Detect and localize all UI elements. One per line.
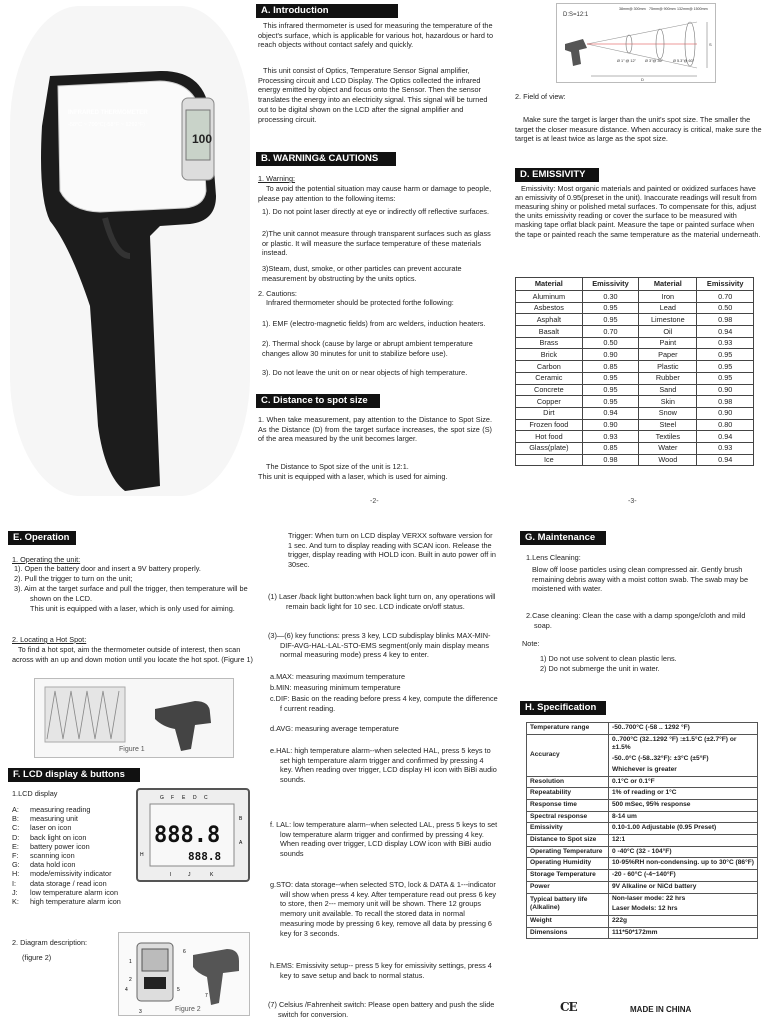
lcd-legend-label: high temperature alarm icon	[30, 897, 121, 907]
lcd-legend-item	[12, 823, 140, 832]
key-functions-text: (3)—(6) key functions: press 3 key, LCD subdisplay blinks MAX-MIN-DIF-AVG-HAL-LAL-STO-EMS segment(only main display means normal measuring mode) press 4 key to enter.	[268, 631, 491, 660]
spec-row	[527, 823, 758, 835]
intro-paragraph-2: This unit consist of Optics, Temperature Sensor Signal amplifier, Processing circuit and LCD Display. The Optics collected the infrared energy emitted by object and focus onto the Sensor. Then the sensor translates the energy into an electricity signal. This signal will be turned out to be digital shown on the LCD after the signal amplifier and processing circuit.	[258, 66, 488, 124]
warning-item-1: 1). Do not point laser directly at eye or indirectly off reflective surfaces.	[262, 207, 489, 216]
spec-key: Accuracy	[527, 734, 609, 776]
lcd-letter-b: B	[239, 816, 243, 822]
spec-key: Emissivity	[527, 823, 609, 835]
key-avg: d.AVG: measuring average temperature	[270, 724, 399, 733]
lcd-legend-item	[12, 897, 140, 906]
fig2-num-1: 1	[129, 959, 132, 965]
caution-item-2: 2). Thermal shock (cause by large or abrupt ambient temperature changes allow 30 minutes for unit to stabilize before use).	[262, 339, 473, 358]
spec-key: Spectral response	[527, 811, 609, 823]
emissivity-row	[516, 372, 754, 384]
emissivity-cell: 0.90	[582, 419, 639, 431]
lcd-legend-key: B:	[12, 814, 19, 824]
lcd-letter-d: D	[193, 795, 197, 801]
lcd-legend-label: back light on icon	[30, 832, 87, 842]
spec-value	[609, 776, 758, 788]
warning-item-2: 2)The unit cannot measure through transparent surfaces such as glass or plastic. It will measure the surface temperature of these materials instead.	[262, 229, 491, 258]
emissivity-text: Emissivity: Most organic materials and painted or oxidized surfaces have an emissivity of 0.95(preset in the unit). Inaccurate readings will result from measuring shiny or polished metal surfaces. To compensate for this, adjust the units emissivity reading or cover the surface to be measured with masking tape orflat black paint. Measure the tape or painted surface when the tape or painted reach the same temperature as the material underneath.	[515, 184, 761, 239]
spec-key: Distance to Spot size	[527, 835, 609, 847]
lcd-legend-key: D:	[12, 832, 20, 842]
note-heading: Note:	[522, 639, 540, 648]
maintenance-heading: G. Maintenance	[520, 531, 606, 545]
lcd-legend-item	[12, 879, 140, 888]
operation-item-1: 1). Open the battery door and insert a 9V battery properly.	[14, 564, 201, 573]
emissivity-cell: Brass	[516, 337, 583, 349]
lcd-legend-item	[12, 888, 140, 897]
emissivity-row	[516, 302, 754, 314]
emissivity-cell: Snow	[639, 407, 697, 419]
spec-row	[527, 723, 758, 735]
photo-label-line2: -58°C ~ 700°C(-58°F ~ 1292°F)	[68, 122, 145, 128]
caution-item-3: 3). Do not leave the unit on or near objects of high temperature.	[262, 368, 468, 377]
photo-label-line1: INFRARED THERMOMETER	[68, 110, 148, 116]
lcd-legend-list	[12, 805, 140, 906]
fov-bottom-label-1: Ø 1" @ 12"	[617, 59, 637, 63]
fov-s-label: S	[709, 42, 712, 47]
spec-value-line: Non-laser mode: 22 hrs	[612, 894, 686, 902]
spec-key: Typical battery life (Alkaline)	[527, 893, 609, 915]
spec-key: Weight	[527, 915, 609, 927]
spec-value	[609, 858, 758, 870]
lcd-legend-label: measuring reading	[30, 805, 91, 814]
lcd-legend-key: C:	[12, 823, 20, 833]
note-item-1: 1) Do not use solvent to clean plastic lens.	[540, 654, 677, 663]
key-sto: g.STO: data storage--when selected STO, lock & DATA & 1---indicator will show when press 4 key. After temperature read out press 6 key to store, then 2--- memory unit will be shown. There 12 groups memory unit available. To recall the stored data in normal measuring mode by pressing 6 key, remove all data by pressing 6 key for 3 seconds.	[270, 880, 497, 938]
spec-value	[609, 799, 758, 811]
emissivity-cell: 0.50	[582, 337, 639, 349]
spec-value-line: 12:1	[612, 836, 626, 844]
emissivity-cell: Lead	[639, 302, 697, 314]
operation-heading: E. Operation	[8, 531, 76, 545]
case-cleaning-text: 2.Case cleaning: Clean the case with a damp sponge/cloth and mild soap.	[526, 611, 746, 630]
emissivity-table	[515, 277, 754, 466]
spec-key: Operating Humidity	[527, 858, 609, 870]
emissivity-row	[516, 349, 754, 361]
spec-value-line: -20 - 60°C (-4~140°F)	[612, 871, 676, 879]
emissivity-cell: 0.93	[697, 442, 754, 454]
spec-value-line: 10-95%RH non-condensing. up to 30°C (86°F)	[612, 859, 754, 867]
spec-row	[527, 734, 758, 776]
lcd-legend-key: A:	[12, 805, 19, 814]
emissivity-cell: 0.95	[697, 372, 754, 384]
lens-cleaning-heading: 1.Lens Cleaning:	[526, 553, 581, 562]
lcd-sub-digits: 888.8	[188, 850, 222, 863]
operation-item-3: 3). Aim at the target surface and pull the trigger, then temperature will be shown on the LCD.	[14, 584, 248, 603]
key-lal: f. LAL: low temperature alarm--when selected LAL, press 5 keys to set low temperature alarm trigger and confirmed by pressing 4 key. When reading over trigger, LCD display LOW icon with BiBi audio sounds	[270, 820, 498, 859]
spec-row	[527, 870, 758, 882]
fov-top-label-1: 38mm@ 300mm	[619, 7, 646, 11]
emissivity-cell: Frozen food	[516, 419, 583, 431]
emissivity-cell: Water	[639, 442, 697, 454]
spec-value	[609, 915, 758, 927]
emissivity-row	[516, 431, 754, 443]
operation-subheading-1: 1. Operating the unit:	[12, 555, 81, 564]
emissivity-cell: 0.90	[697, 407, 754, 419]
lcd-letter-a: A	[239, 840, 243, 846]
emissivity-cell: Brick	[516, 349, 583, 361]
lcd-diagram	[136, 788, 250, 882]
emissivity-cell: 0.98	[582, 454, 639, 466]
emissivity-cell: Paint	[639, 337, 697, 349]
lcd-letter-h: H	[140, 852, 144, 858]
emissivity-cell: Asbestos	[516, 302, 583, 314]
emissivity-cell: 0.90	[697, 384, 754, 396]
figure-1-caption: Figure 1	[119, 746, 145, 753]
spec-row	[527, 788, 758, 800]
emissivity-cell: Oil	[639, 326, 697, 338]
spot-paragraph-3: This unit is equipped with a laser, which is used for aiming.	[258, 472, 448, 481]
operation-item-4: This unit is equipped with a laser, which is only used for aiming.	[30, 604, 235, 613]
lcd-legend-key: J:	[12, 887, 18, 897]
emissivity-row	[516, 442, 754, 454]
specification-table-body	[527, 723, 758, 939]
emissivity-row	[516, 396, 754, 408]
emissivity-cell: 0.90	[582, 349, 639, 361]
spec-value	[609, 734, 758, 776]
emissivity-cell: 0.95	[697, 361, 754, 373]
emissivity-cell: Iron	[639, 291, 697, 303]
product-photo-panel	[10, 6, 250, 496]
emissivity-cell: Ceramic	[516, 372, 583, 384]
key-hal: e.HAL: high temperature alarm--when selected HAL, press 5 keys to set high temperature alarm trigger and confirmed by pressing 4 key. When reading over trigger, LCD display HI icon with BiBi audio sounds.	[270, 746, 497, 785]
spot-heading: C. Distance to spot size	[256, 394, 380, 408]
emissivity-cell: 0.30	[582, 291, 639, 303]
lcd-legend-key: G:	[12, 860, 20, 870]
figure-1	[34, 678, 234, 758]
spec-value	[609, 811, 758, 823]
fig2-num-6: 6	[183, 949, 186, 955]
intro-heading: A. Introduction	[256, 4, 398, 18]
spec-value-line: 0..700°C (32..1292 °F) :±1.5°C (±2.7°F) or ±1.5%	[612, 735, 737, 752]
lcd-legend-label: mode/emissivity indicator	[30, 869, 112, 879]
lcd-diagram-svg	[138, 790, 248, 880]
spec-value-line: 0.1°C or 0.1°F	[612, 777, 655, 785]
lcd-legend-label: laser on icon	[30, 823, 72, 833]
spec-value-line: 500 mSec, 95% response	[612, 800, 691, 808]
emissivity-cell: 0.95	[582, 396, 639, 408]
key-ems: h.EMS: Emissivity setup-- press 5 key for emissivity settings, press 4 key to save setup and back to normal status.	[270, 961, 492, 980]
emissivity-row	[516, 326, 754, 338]
intro-paragraph-1: This infrared thermometer is used for measuring the temperature of the object's surface, which is applicable for various hot, hazardous or hard to reach objects without contact safely and quickly.	[258, 21, 494, 50]
spec-value-line: 8-14 um	[612, 812, 637, 820]
fig2-num-4: 4	[125, 987, 128, 993]
fig2-num-5: 5	[177, 987, 180, 993]
emissivity-col-header: Material	[639, 278, 697, 291]
lcd-legend-item	[12, 851, 140, 860]
fig2-num-2: 2	[129, 977, 132, 983]
emissivity-row	[516, 337, 754, 349]
spec-row	[527, 835, 758, 847]
emissivity-cell: 0.50	[697, 302, 754, 314]
emissivity-table-body	[516, 291, 754, 466]
lcd-legend-label: low temperature alarm icon	[30, 887, 119, 897]
emissivity-cell: 0.85	[582, 442, 639, 454]
fov-svg	[557, 4, 717, 84]
spec-key: Repeatability	[527, 788, 609, 800]
spec-key: Storage Temperature	[527, 870, 609, 882]
fov-top-label-3: 132mm@ 1500mm	[677, 7, 708, 11]
emissivity-cell: Aluminum	[516, 291, 583, 303]
fov-ds-ratio: D:S=12:1	[563, 12, 589, 18]
spec-value-line: 0 -40°C (32 - 104°F)	[612, 847, 672, 855]
spec-value-line: Whichever is greater	[612, 765, 677, 773]
lcd-legend-item	[12, 860, 140, 869]
warning-heading: B. WARNING& CAUTIONS	[256, 152, 396, 166]
lcd-legend-label: data hold icon	[30, 860, 76, 870]
figure-2	[118, 932, 250, 1016]
spec-value	[609, 846, 758, 858]
lcd-legend-key: I:	[12, 878, 17, 888]
spec-key: Temperature range	[527, 723, 609, 735]
emissivity-cell: 0.95	[582, 384, 639, 396]
emissivity-cell: Limestone	[639, 314, 697, 326]
emissivity-cell: Paper	[639, 349, 697, 361]
key-max: a.MAX: measuring maximum temperature	[270, 672, 406, 681]
emissivity-heading: D. EMISSIVITY	[515, 168, 599, 182]
emissivity-cell: 0.98	[697, 396, 754, 408]
emissivity-row	[516, 419, 754, 431]
lcd-subheading: 1.LCD display	[12, 789, 58, 798]
spec-row	[527, 927, 758, 939]
lcd-legend-item	[12, 869, 140, 878]
emissivity-col-header: Emissivity	[697, 278, 754, 291]
spec-value	[609, 870, 758, 882]
lcd-letter-e: E	[182, 795, 186, 801]
emissivity-row	[516, 291, 754, 303]
emissivity-cell: 0.85	[582, 361, 639, 373]
lcd-legend-key: K:	[12, 897, 19, 907]
emissivity-cell: 0.95	[582, 372, 639, 384]
lcd-legend-item	[12, 814, 140, 823]
emissivity-cell: Hot food	[516, 431, 583, 443]
spec-value	[609, 835, 758, 847]
spec-key: Power	[527, 881, 609, 893]
spec-value-line: 111*50*172mm	[612, 928, 658, 936]
emissivity-cell: Copper	[516, 396, 583, 408]
lcd-legend-label: data storage / read icon	[30, 878, 107, 888]
spot-paragraph-2: The Distance to Spot size of the unit is 12:1.	[266, 462, 409, 471]
emissivity-row	[516, 407, 754, 419]
emissivity-cell: Asphalt	[516, 314, 583, 326]
warning-subheading: 1. Warning:	[258, 174, 296, 183]
page-number-2: -2-	[370, 498, 379, 505]
emissivity-cell: Sand	[639, 384, 697, 396]
emissivity-cell: 0.94	[697, 326, 754, 338]
lens-cleaning-text: Blow off loose particles using clean compressed air. Gently brush remaining debris away with a moist cotton swab. The swab may be moistened with water.	[532, 565, 749, 594]
emissivity-row	[516, 314, 754, 326]
photo-display-digits: 100	[192, 132, 213, 146]
spec-value-line: -50..0°C (-58..32°F): ±3°C (±5°F)	[612, 755, 709, 763]
thermometer-photo	[10, 6, 250, 496]
fov-bottom-label-3: Ø 5.3"@ 60"	[673, 59, 695, 63]
emissivity-cell: 0.94	[697, 454, 754, 466]
emissivity-cell: Rubber	[639, 372, 697, 384]
emissivity-header-row	[516, 278, 754, 291]
emissivity-col-header: Emissivity	[582, 278, 639, 291]
key-dif: c.DIF: Basic on the reading before press 4 key, compute the difference f current reading.	[270, 694, 498, 713]
caution-item-1: 1). EMF (electro-magnetic fields) from arc welders, induction heaters.	[262, 319, 486, 328]
emissivity-cell: Steel	[639, 419, 697, 431]
lcd-legend-label: measuring unit	[30, 814, 78, 824]
cautions-subheading: 2. Cautions:	[258, 289, 297, 298]
lcd-legend-key: E:	[12, 841, 19, 851]
warning-intro: To avoid the potential situation may cause harm or damage to people, please pay attention to the following items:	[258, 184, 492, 203]
operation-item-2: 2). Pull the trigger to turn on the unit;	[14, 574, 133, 583]
operation-subheading-2: 2. Locating a Hot Spot:	[12, 635, 87, 644]
lcd-legend-item	[12, 833, 140, 842]
spec-value	[609, 927, 758, 939]
celsius-fahrenheit-switch-text: (7) Celsius /Fahrenheit switch: Please open battery and push the slide switch for conversion.	[268, 1000, 495, 1019]
lcd-heading: F. LCD display & buttons	[8, 768, 140, 782]
emissivity-cell: Carbon	[516, 361, 583, 373]
fov-top-label-2: 75mm@ 900mm	[649, 7, 676, 11]
lcd-letter-c: C	[204, 795, 208, 801]
spec-row	[527, 881, 758, 893]
spec-row	[527, 915, 758, 927]
spot-paragraph-1: 1. When take measurement, pay attention to the Distance to Spot Size. As the Distance (D) from the target surface increases, the spot size (S) of the area measured by the unit becomes larger.	[258, 415, 492, 444]
spec-value-line: 0.10-1.00 Adjustable (0.95 Preset)	[612, 824, 717, 832]
lcd-legend-label: scanning icon	[30, 851, 75, 861]
emissivity-cell: Plastic	[639, 361, 697, 373]
spec-value	[609, 893, 758, 915]
emissivity-row	[516, 384, 754, 396]
lcd-letter-g: G	[160, 795, 164, 801]
fov-caption: 2. Field of view:	[515, 92, 566, 101]
fig2-num-7: 7	[205, 993, 208, 999]
emissivity-cell: Skin	[639, 396, 697, 408]
lcd-letter-j: J	[188, 872, 191, 878]
spec-key: Operating Temperature	[527, 846, 609, 858]
figure-2-reference: (figure 2)	[22, 953, 52, 962]
emissivity-cell: Basalt	[516, 326, 583, 338]
key-min: b.MIN: measuring minimum temperature	[270, 683, 401, 692]
emissivity-cell: 0.94	[697, 431, 754, 443]
spec-value-line: Laser Models: 12 hrs	[612, 905, 678, 913]
lcd-legend-key: H:	[12, 869, 20, 879]
emissivity-cell: 0.95	[582, 314, 639, 326]
warning-item-3: 3)Steam, dust, smoke, or other particles can prevent accurate measurement by obstructing by the units optics.	[262, 264, 462, 283]
spec-value	[609, 881, 758, 893]
spec-row	[527, 776, 758, 788]
fig2-num-3: 3	[139, 1009, 142, 1015]
hot-spot-text: To find a hot spot, aim the thermometer outside of interest, then scan across with an up and down motion until you locate the hot spot. (Figure 1)	[12, 645, 253, 664]
fov-d-label: D	[641, 77, 644, 82]
diagram-description-heading: 2. Diagram description:	[12, 938, 88, 947]
lcd-letter-k: K	[210, 872, 214, 878]
lcd-letter-i: I	[170, 872, 172, 878]
spec-value-line: 9V Alkaline or NiCd battery	[612, 882, 697, 890]
lcd-letter-f: F	[171, 795, 175, 801]
emissivity-row	[516, 454, 754, 466]
lcd-legend-item	[12, 805, 140, 814]
emissivity-cell: 0.94	[582, 407, 639, 419]
fov-text: Make sure the target is larger than the unit's spot size. The smaller the target the closer measure distance. When accuracy is critical, make sure the target is at least twice as large as the spot size.	[515, 115, 762, 144]
spec-row	[527, 893, 758, 915]
note-item-2: 2) Do not submerge the unit in water.	[540, 664, 660, 673]
spec-value-line: 222g	[612, 916, 628, 924]
emissivity-cell: 0.80	[697, 419, 754, 431]
spec-key: Resolution	[527, 776, 609, 788]
field-of-view-diagram	[556, 3, 716, 83]
spec-row	[527, 858, 758, 870]
fov-bottom-label-2: Ø 3"@ 36"	[645, 59, 663, 63]
figure-2-caption: Figure 2	[175, 1006, 201, 1013]
emissivity-cell: 0.95	[582, 302, 639, 314]
spec-value-line: 1% of reading or 1°C	[612, 789, 677, 797]
emissivity-cell: 0.70	[582, 326, 639, 338]
spec-value-line: -50..700°C (-58 .. 1292 °F)	[612, 724, 690, 731]
specification-heading: H. Specification	[520, 701, 606, 715]
emissivity-cell: Concrete	[516, 384, 583, 396]
specification-table	[526, 722, 758, 939]
emissivity-cell: 0.93	[582, 431, 639, 443]
emissivity-cell: 0.95	[697, 349, 754, 361]
emissivity-cell: Glass(plate)	[516, 442, 583, 454]
lcd-main-digits: 888.8	[154, 823, 221, 848]
emissivity-cell: Textiles	[639, 431, 697, 443]
ce-mark: CE	[560, 1000, 577, 1014]
lcd-legend-key: F:	[12, 851, 19, 861]
emissivity-cell: Dirt	[516, 407, 583, 419]
emissivity-row	[516, 361, 754, 373]
spec-key: Response time	[527, 799, 609, 811]
emissivity-col-header: Material	[516, 278, 583, 291]
emissivity-cell: Wood	[639, 454, 697, 466]
spec-row	[527, 799, 758, 811]
cautions-intro: Infrared thermometer should be protected forthe following:	[266, 298, 454, 307]
spec-value	[609, 823, 758, 835]
spec-row	[527, 846, 758, 858]
page-number-3: -3-	[628, 498, 637, 505]
emissivity-cell: 0.93	[697, 337, 754, 349]
lcd-legend-label: battery power icon	[30, 841, 90, 851]
laser-button-text: (1) Laser /back light button:when back light turn on, any operations will remain back light for 10 sec. LCD indicate on/off status.	[268, 592, 496, 611]
emissivity-cell: 0.70	[697, 291, 754, 303]
emissivity-cell: 0.98	[697, 314, 754, 326]
spec-key: Dimensions	[527, 927, 609, 939]
emissivity-cell: Ice	[516, 454, 583, 466]
trigger-text: Trigger: When turn on LCD display VERXX software version for 1 sec. And turn to display reading with SCAN icon. Release the trigger, display reading with HOLD icon. Built in auto power off in 30sec.	[288, 531, 496, 570]
spec-value	[609, 788, 758, 800]
spec-row	[527, 811, 758, 823]
made-in-china: MADE IN CHINA	[630, 1005, 692, 1014]
lcd-legend-item	[12, 842, 140, 851]
spec-value	[609, 723, 758, 735]
